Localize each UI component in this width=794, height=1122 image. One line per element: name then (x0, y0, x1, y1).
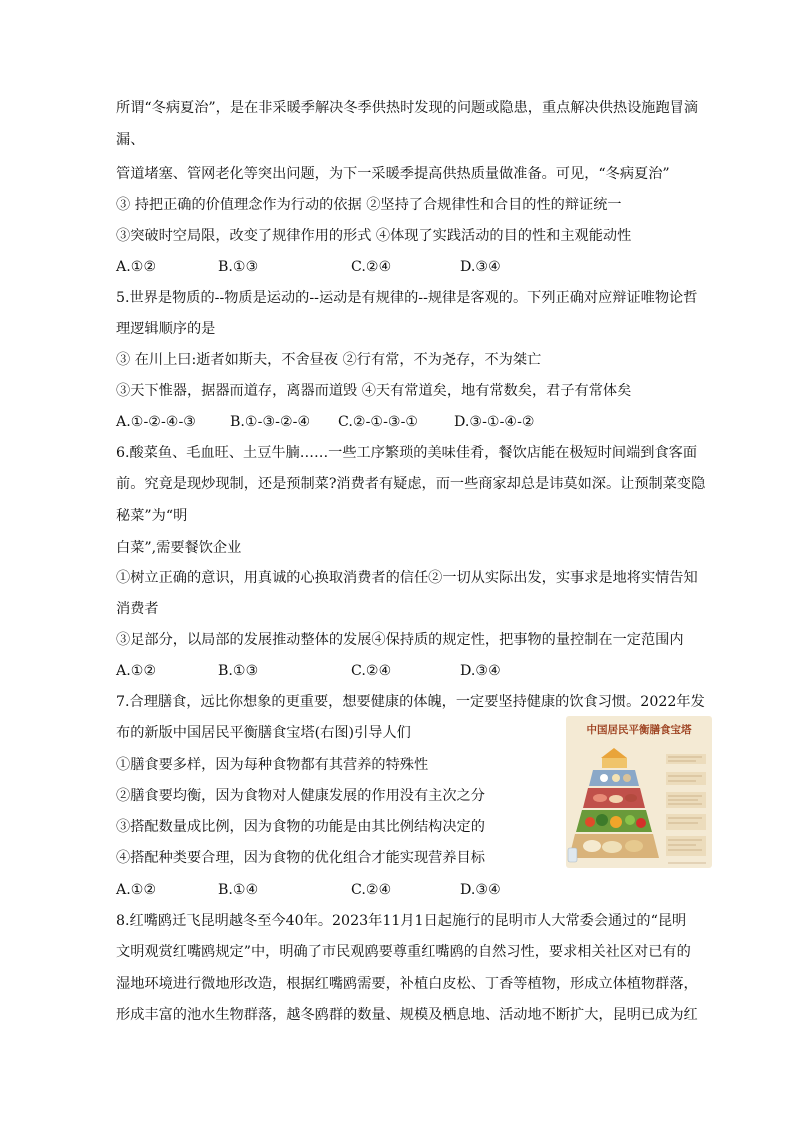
statement-line: ③足部分，以局部的发展推动整体的发展④保持质的规定性，把事物的量控制在一定范围内 (116, 632, 684, 648)
food-pyramid-icon (566, 716, 712, 868)
option-b: B.①-③-②-④ (230, 414, 311, 430)
statement-line: ②膳食要均衡，因为食物对人健康发展的作用没有主次之分 (116, 788, 485, 804)
statement-line: ③ 在川上曰:逝者如斯夫，不舍昼夜 ②行有常，不为尧存，不为桀亡 (116, 352, 542, 368)
option-c: C.②④ (351, 259, 392, 275)
option-a: A.①② (116, 663, 157, 679)
question-5-stem: 5.世界是物质的--物质是运动的--运动是有规律的--规律是客观的。下列正确对应辩证唯物论哲 (116, 290, 698, 306)
option-a: A.①② (116, 259, 157, 275)
text-line: 管道堵塞、管网老化等突出问题，为下一采暖季提高供热质量做准备。可见，“冬病夏治” (116, 166, 670, 182)
statement-line: 消费者 (116, 601, 159, 617)
question-7-stem: 7.合理膳食，远比你想象的更重要，想要健康的体魄，一定要坚持健康的饮食习惯。2022年发 (116, 694, 705, 710)
statement-line: ③搭配数量成比例，因为食物的功能是由其比例结构决定的 (116, 819, 485, 835)
option-d: D.③④ (460, 259, 501, 275)
question-5-stem: 理逻辑顺序的是 (116, 321, 216, 337)
question-8-stem: 文明观赏红嘴鸥规定”中，明确了市民观鸥要尊重红嘴鸥的自然习性，要求相关社区对已有的 (116, 944, 691, 960)
food-pyramid-figure (566, 716, 712, 868)
question-8-stem: 形成丰富的池水生物群落，越冬鸥群的数量、规模及栖息地、活动地不断扩大，昆明已成为红 (116, 1007, 698, 1023)
option-d: D.③④ (460, 663, 501, 679)
question-6-stem: 白菜”,需要餐饮企业 (116, 540, 242, 556)
option-d: D.③-①-④-② (454, 414, 535, 430)
statement-line: ③突破时空局限，改变了规律作用的形式 ④体现了实践活动的目的性和主观能动性 (116, 228, 632, 244)
question-7-stem: 布的新版中国居民平衡膳食宝塔(右图)引导人们 (116, 725, 411, 741)
question-8-stem: 湿地环境进行微地形改造，根据红嘴鸥需要，补植白皮松、丁香等植物，形成立体植物群落， (116, 976, 698, 992)
option-c: C.②④ (351, 882, 392, 898)
option-b: B.①④ (218, 882, 259, 898)
option-d: D.③④ (460, 882, 501, 898)
statement-line: ③ 持把正确的价值理念作为行动的依据 ②坚持了合规律性和合目的性的辩证统一 (116, 197, 622, 213)
statement-line: ③天下惟器，据器而道存，离器而道毁 ④天有常道矣，地有常数矣，君子有常体矣 (116, 383, 632, 399)
option-a: A.①-②-④-③ (116, 414, 197, 430)
figure-title: 中国居民平衡膳食宝塔 (586, 724, 692, 736)
option-b: B.①③ (218, 259, 259, 275)
question-8-stem: 8.红嘴鸥迁飞昆明越冬至今40年。2023年11月1日起施行的昆明市人大常委会通过的“昆明 (116, 913, 687, 929)
statement-line: ④搭配种类要合理，因为食物的优化组合才能实现营养目标 (116, 850, 485, 866)
question-6-stem: 前。究竟是现炒现制，还是预制菜?消费者有疑虑，而一些商家却总是讳莫如深。让预制菜变隐 (116, 476, 706, 492)
statement-line: ①树立正确的意识，用真诚的心换取消费者的信任②一切从实际出发，实事求是地将实情告知 (116, 570, 698, 586)
option-c: C.②④ (351, 663, 392, 679)
option-a: A.①② (116, 882, 157, 898)
option-b: B.①③ (218, 663, 259, 679)
question-6-stem: 秘菜”为“明 (116, 508, 188, 524)
text-line: 所谓“冬病夏治”，是在非采暖季解决冬季供热时发现的问题或隐患，重点解决供热设施跑冒滴 (116, 100, 699, 116)
statement-line: ①膳食要多样，因为每种食物都有其营养的特殊性 (116, 757, 429, 773)
option-c: C.②-①-③-① (338, 414, 419, 430)
question-6-stem: 6.酸菜鱼、毛血旺、土豆牛腩……一些工序繁琐的美味佳肴，餐饮店能在极短时间端到食客面 (116, 445, 698, 461)
text-line: 漏、 (116, 132, 145, 148)
